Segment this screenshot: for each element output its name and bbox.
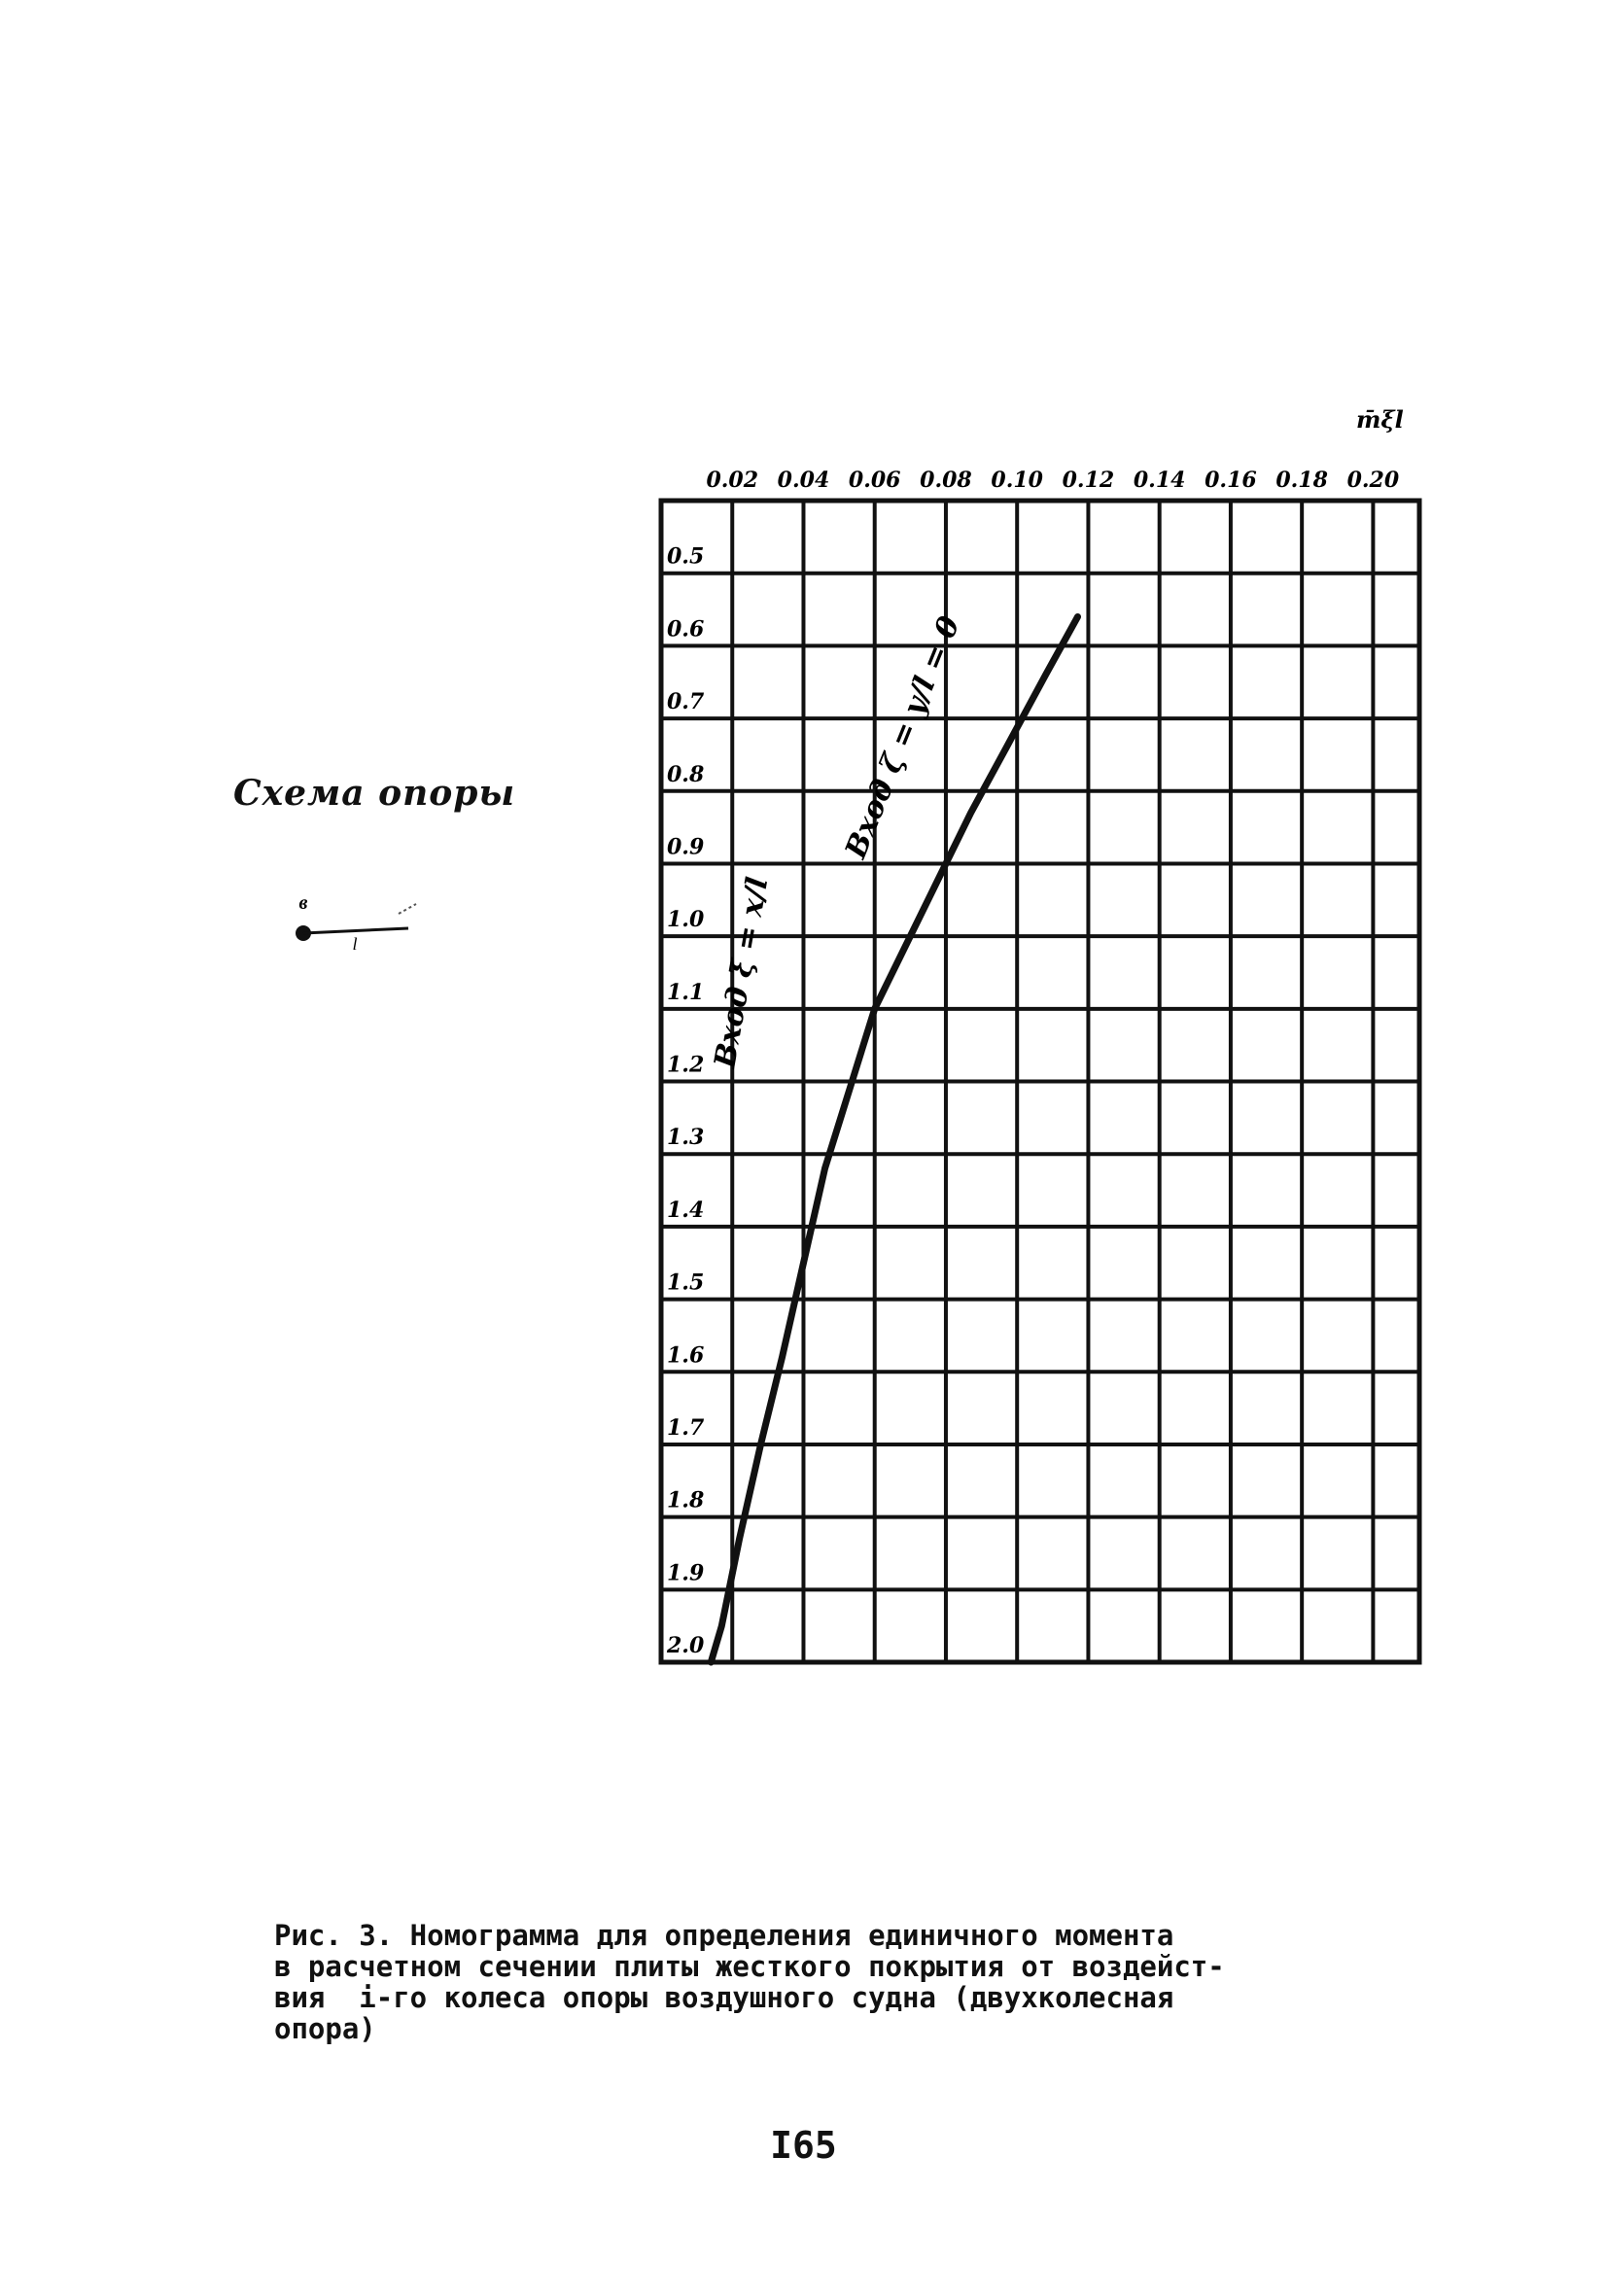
caption-line: опора): [274, 2012, 376, 2045]
scheme-label-b: в: [298, 892, 308, 914]
y-tick-label: 0.5: [667, 543, 705, 570]
x-tick-label: 0.10: [991, 468, 1043, 493]
caption-line: вия i-го колеса опоры воздушного судна (двухколесная: [274, 1981, 1174, 2014]
y-tick-label: 0.9: [667, 834, 705, 860]
x-tick-label: 0.12: [1062, 468, 1115, 493]
page-number: I65: [770, 2124, 837, 2167]
x-tick-label: 0.18: [1275, 468, 1328, 493]
y-tick-label: 1.6: [667, 1342, 705, 1369]
scheme-label-l: l: [352, 934, 358, 954]
caption-line: Рис. 3. Номограмма для определения единичного момента: [274, 1919, 1174, 1952]
y-tick-label: 0.6: [667, 616, 705, 643]
scheme-title: Схема опоры: [233, 773, 516, 814]
y-tick-label: 0.7: [667, 689, 705, 715]
y-tick-label: 1.0: [667, 907, 705, 933]
figure-caption: [274, 1920, 1441, 2044]
y-tick-label: 1.3: [667, 1125, 705, 1151]
y-tick-label: 1.8: [667, 1487, 705, 1513]
annotation-input-zeta: Вход ζ = y/l = 0: [838, 611, 967, 863]
x-tick-label: 0.02: [706, 468, 759, 493]
x-tick-label: 0.14: [1133, 468, 1186, 493]
caption-line: в расчетном сечении плиты жесткого покрытия от воздейст-: [274, 1950, 1225, 1983]
y-tick-label: 0.8: [667, 761, 705, 787]
x-tick-label: 0.16: [1205, 468, 1257, 493]
x-tick-labels: [706, 468, 1399, 493]
y-tick-label: 1.1: [667, 979, 705, 1005]
grid: [661, 501, 1419, 1662]
annotation-input-xi: Вход ξ = x/l: [708, 874, 776, 1071]
x-tick-label: 0.20: [1346, 468, 1400, 493]
x-tick-label: 0.04: [777, 468, 830, 493]
top-axis-label: m̄ξl: [1356, 405, 1404, 434]
y-tick-label: 1.7: [667, 1414, 705, 1441]
y-tick-label: 2.0: [667, 1633, 705, 1658]
y-tick-label: 1.5: [667, 1270, 705, 1296]
x-tick-label: 0.08: [920, 468, 972, 493]
y-tick-labels: [666, 544, 705, 1658]
y-tick-label: 1.4: [667, 1197, 705, 1223]
y-tick-label: 1.9: [667, 1560, 705, 1586]
x-tick-label: 0.06: [848, 468, 901, 493]
y-tick-label: 1.2: [667, 1052, 705, 1078]
